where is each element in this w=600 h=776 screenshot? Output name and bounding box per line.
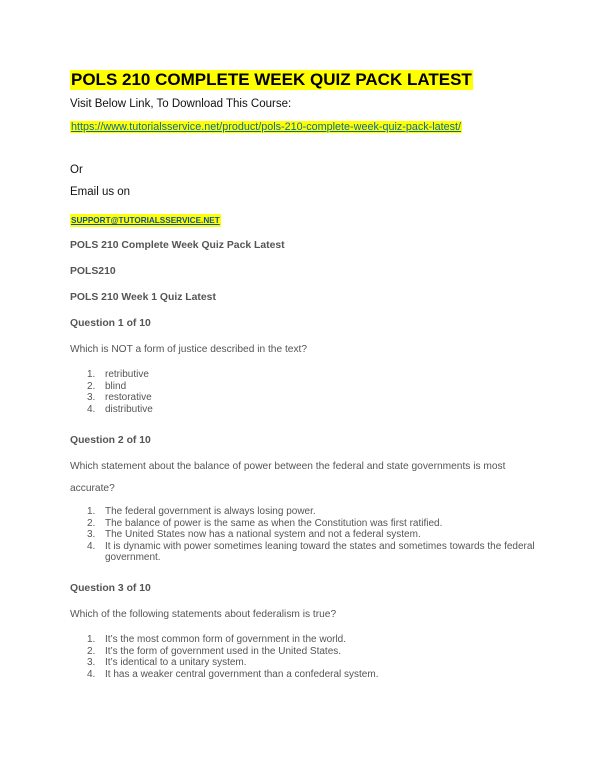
course-link[interactable]: https://www.tutorialsservice.net/product/pols-210-complete-week-quiz-pack-latest/: [71, 121, 462, 133]
document-title: POLS 210 COMPLETE WEEK QUIZ PACK LATEST: [71, 70, 472, 89]
option-number: 2.: [87, 380, 96, 392]
question-label: Question 1 of 10: [70, 318, 151, 329]
option-text: It’s identical to a unitary system.: [105, 657, 247, 669]
option-number: 3.: [87, 529, 96, 541]
option-number: 3.: [87, 657, 96, 669]
question-text: Which statement about the balance of power between the federal and state governments is most: [70, 461, 506, 472]
option-number: 2.: [87, 645, 96, 657]
option-text: It’s the form of government used in the United States.: [105, 645, 342, 657]
option-text: restorative: [105, 392, 152, 404]
option-text: blind: [105, 380, 127, 392]
option-text: The balance of power is the same as when the Constitution was first ratified.: [105, 517, 443, 529]
question-label: Question 3 of 10: [70, 583, 151, 594]
option-text: The United States now has a national system and not a federal system.: [105, 529, 421, 541]
answer-option: [70, 392, 565, 404]
answer-option: [70, 634, 565, 646]
answer-option: [70, 404, 565, 416]
answer-list: [70, 506, 565, 564]
option-text: It is dynamic with power sometimes leaning toward the states and sometimes towards the federal government.: [105, 540, 535, 564]
option-number: 1.: [87, 369, 96, 380]
answer-list: [70, 369, 565, 415]
answer-option: [70, 529, 565, 541]
support-email-link[interactable]: SUPPORT@TUTORIALSSERVICE.NET: [71, 216, 220, 225]
course-code: POLS210: [70, 266, 116, 277]
option-number: 4.: [87, 403, 96, 415]
question-label: Question 2 of 10: [70, 435, 151, 446]
option-number: 3.: [87, 392, 96, 404]
option-number: 2.: [87, 517, 96, 529]
option-text: The federal government is always losing power.: [105, 506, 316, 517]
answer-option: [70, 369, 565, 381]
answer-option: [70, 518, 565, 530]
answer-list: [70, 634, 565, 680]
answer-option: [70, 646, 565, 658]
option-number: 4.: [87, 668, 96, 680]
option-number: 1.: [87, 506, 96, 517]
option-number: 4.: [87, 540, 96, 552]
question-text: Which is NOT a form of justice described in the text?: [70, 344, 308, 355]
option-text: retributive: [105, 369, 149, 380]
answer-option: [70, 541, 565, 564]
question-text: Which of the following statements about federalism is true?: [70, 609, 337, 620]
answer-option: [70, 669, 565, 681]
answer-option: [70, 506, 565, 518]
pack-title: POLS 210 Complete Week Quiz Pack Latest: [70, 240, 285, 251]
option-text: distributive: [105, 403, 153, 415]
visit-text: Visit Below Link, To Download This Course:: [70, 98, 292, 110]
answer-option: [70, 381, 565, 393]
question-text-continued: accurate?: [70, 483, 115, 494]
answer-option: [70, 657, 565, 669]
or-text: Or: [70, 164, 83, 176]
option-number: 1.: [87, 634, 96, 645]
email-label: Email us on: [70, 186, 131, 198]
week-title: POLS 210 Week 1 Quiz Latest: [70, 292, 216, 303]
option-text: It has a weaker central government than a confederal system.: [105, 668, 379, 680]
option-text: It’s the most common form of government in the world.: [105, 634, 347, 645]
